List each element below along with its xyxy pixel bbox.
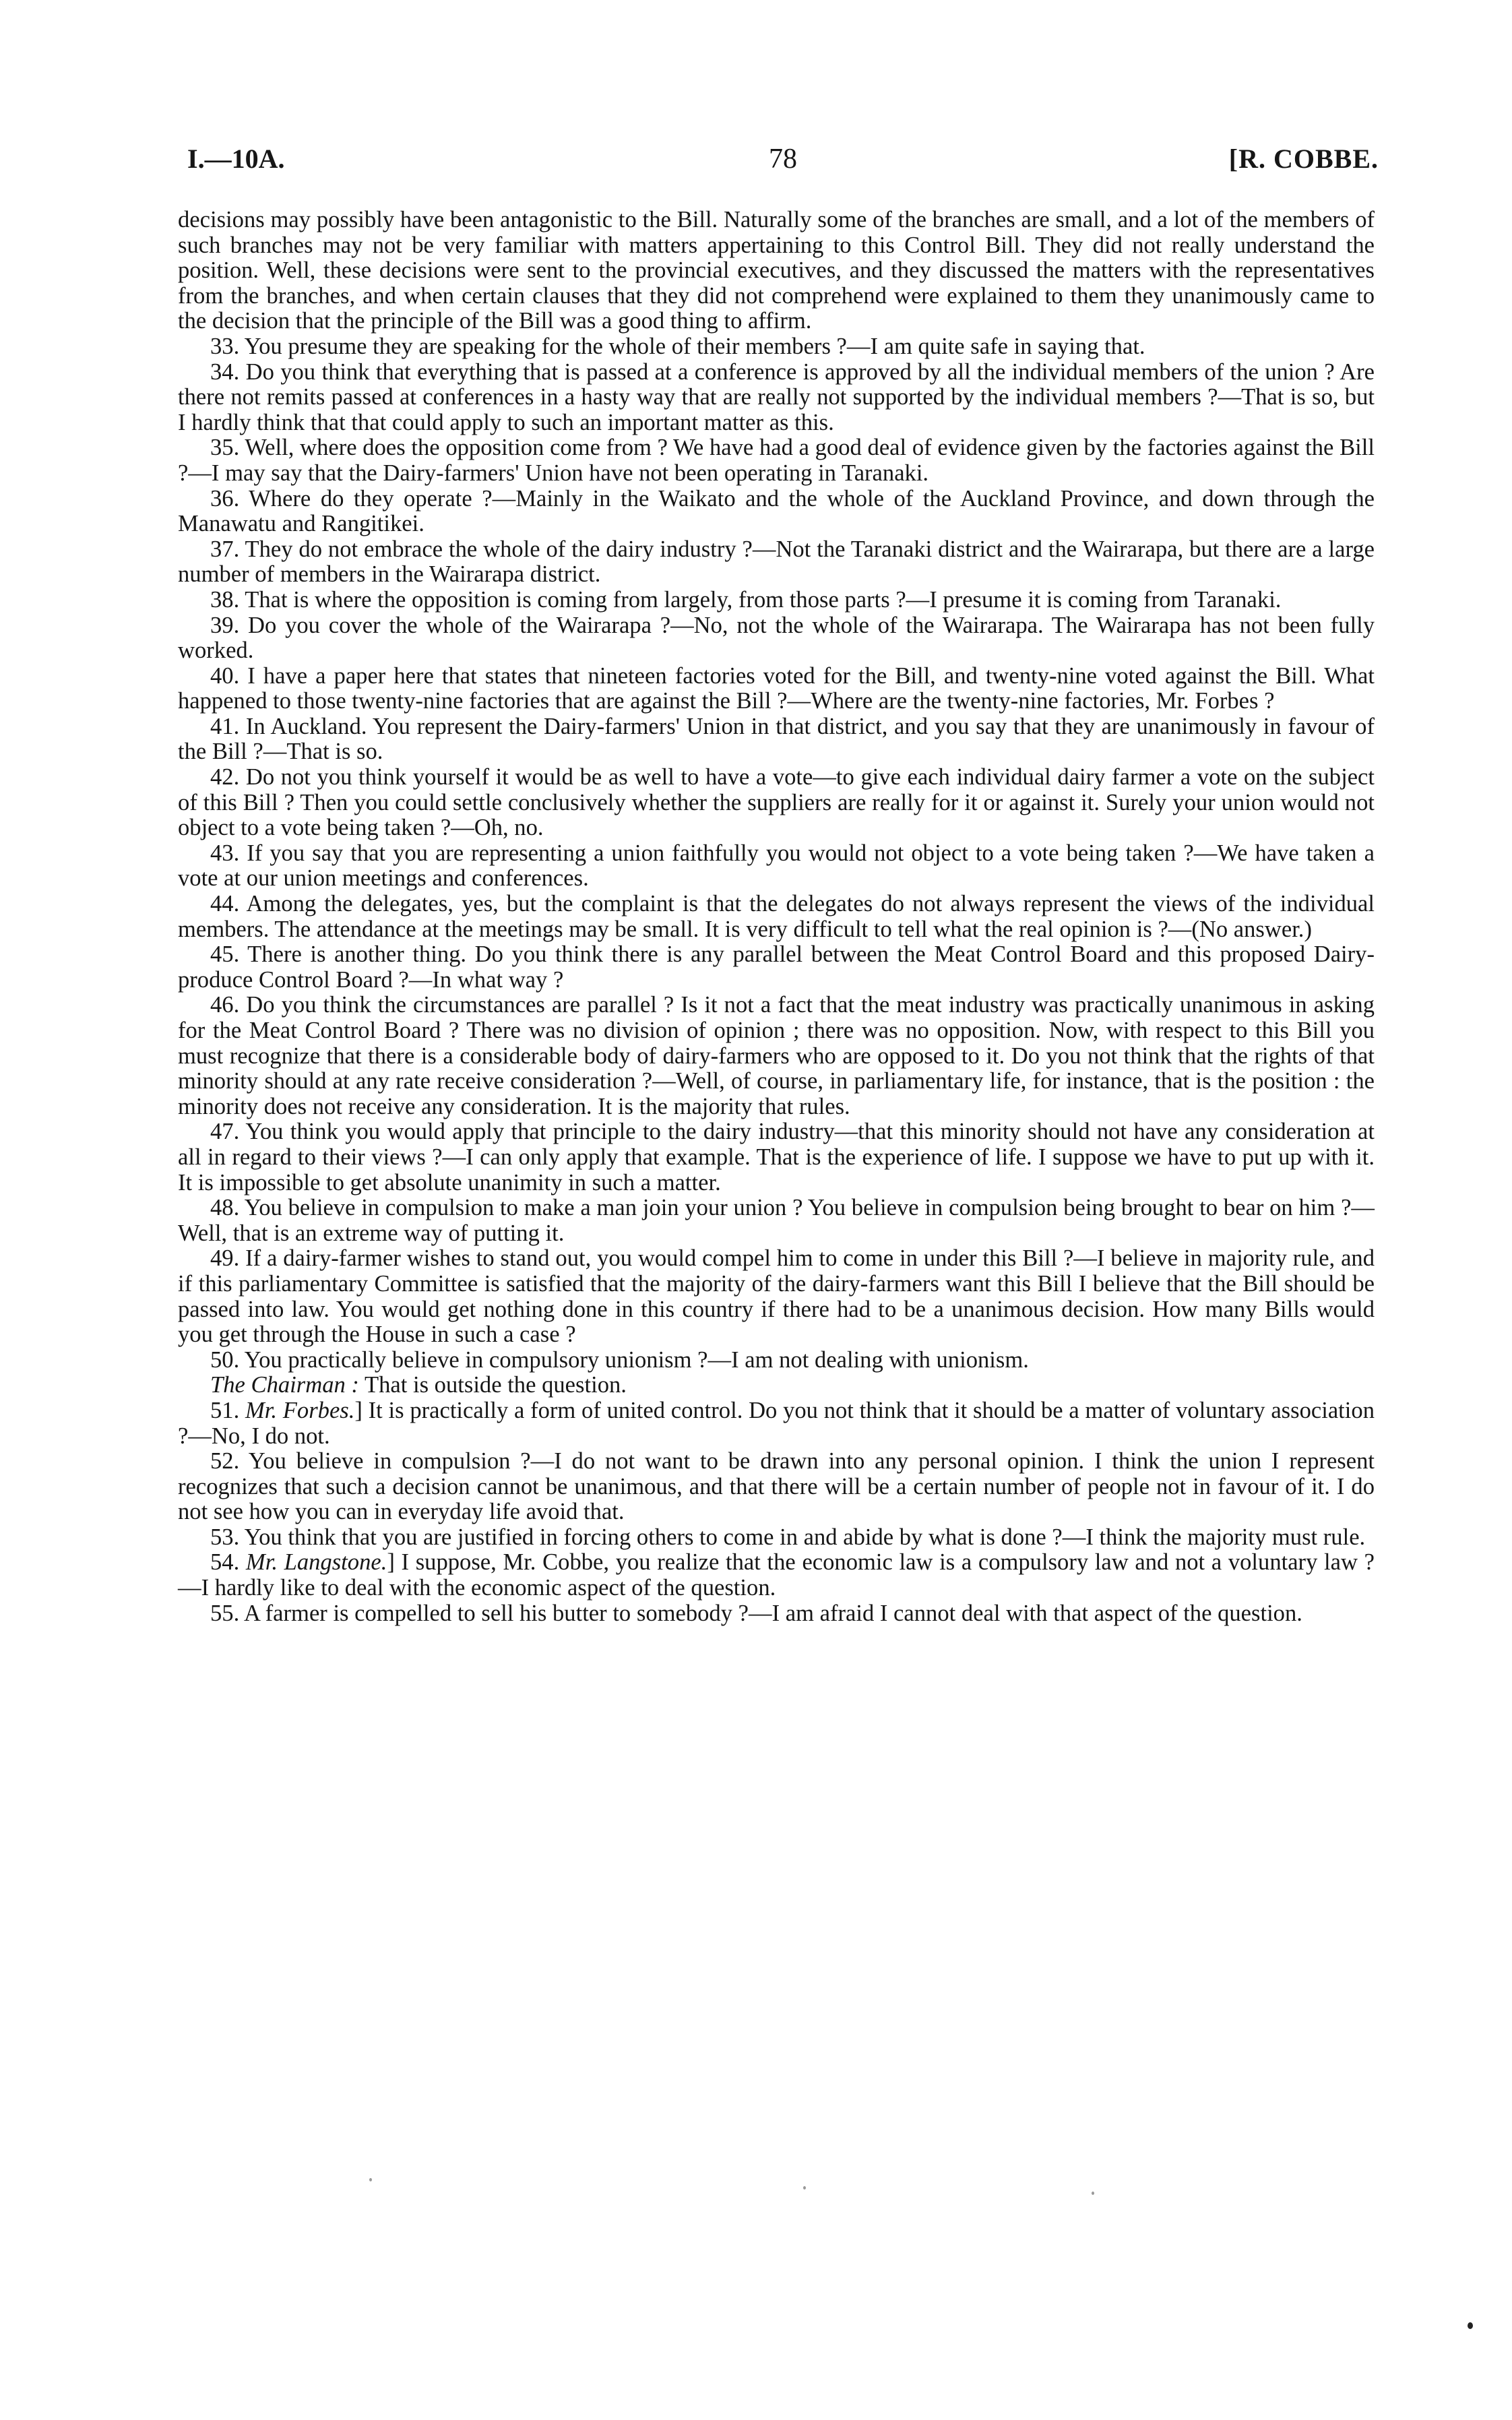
- paragraph: 41. In Auckland. You represent the Dairy-farmers' Union in that district, and you say that they are unanimously in favour of the Bill ?—That is so.: [178, 713, 1375, 765]
- remark-text: That is outside the question.: [358, 1372, 627, 1398]
- paragraph: 55. A farmer is compelled to sell his butter to somebody ?—I am afraid I cannot deal with that aspect of the question.: [210, 1600, 1302, 1626]
- ink-speck: [1468, 2322, 1473, 2329]
- paragraph: 35. Well, where does the opposition come from ? We have had a good deal of evidence given by the factories against the Bill ?—I may say that the Dairy-farmers' Union have not been operating in Taranaki.: [178, 435, 1375, 486]
- chairman-remark: [178, 1373, 1375, 1398]
- testimony-body: [178, 208, 1375, 1626]
- paragraph: 43. If you say that you are representing a union faithfully you would not object to a vote being taken ?—We have taken a vote at our union meetings and conferences.: [178, 840, 1375, 892]
- question-number: 54.: [210, 1549, 246, 1576]
- paragraph: 49. If a dairy-farmer wishes to stand out, you would compel him to come in under this Bill ?—I believe in majority rule, and if this parliamentary Committee is satisfied that the majority of the dairy-farmers want this Bill I believe that the Bill should be passed into law. You would get nothing done in this country if there had to be a unanimous decision. How many Bills would you get through the House in such a case ?: [178, 1245, 1375, 1348]
- question-number: 51.: [210, 1397, 245, 1423]
- paragraph: [178, 1398, 1375, 1449]
- question-text: ] I suppose, Mr. Cobbe, you realize that the economic law is a compulsory law and not a voluntary law ?—I hardly like to deal with the economic aspect of the question.: [178, 1549, 1375, 1601]
- paragraph: 44. Among the delegates, yes, but the complaint is that the delegates do not always represent the views of the individual members. The attendance at the meetings may be small. It is very difficult to tell what the real opinion is ?—(No answer.): [178, 891, 1375, 942]
- speaker-name: Mr. Forbes.: [245, 1397, 355, 1423]
- ink-speck: [369, 2178, 372, 2181]
- paragraph: 37. They do not embrace the whole of the dairy industry ?—Not the Taranaki district and the Wairarapa, but there are a large number of members in the Wairarapa district.: [178, 536, 1375, 588]
- paragraph: 39. Do you cover the whole of the Wairarapa ?—No, not the whole of the Wairarapa. The Wairarapa has not been fully worked.: [178, 612, 1375, 664]
- page-number: 78: [769, 144, 797, 175]
- paragraph: 40. I have a paper here that states that nineteen factories voted for the Bill, and twenty-nine voted against the Bill. What happened to those twenty-nine factories that are against the Bill ?—Where are the twenty-nine factories, Mr. Forbes ?: [178, 662, 1375, 714]
- question-text: ] It is practically a form of united control. Do you not think that it should be a matter of voluntary association ?—No, I do not.: [178, 1397, 1375, 1449]
- paper-reference: I.—10A.: [187, 144, 285, 174]
- paragraph: 34. Do you think that everything that is passed at a conference is approved by all the individual members of the union ? Are there not remits passed at conferences in a hasty way that are really not supported by the individual members ?—That is so, but I hardly think that that could apply to such an important matter as this.: [178, 359, 1375, 435]
- paragraph: 53. You think that you are justified in forcing others to come in and abide by what is done ?—I think the majority must rule.: [210, 1524, 1366, 1550]
- paragraph: 33. You presume they are speaking for the whole of their members ?—I am quite safe in saying that.: [210, 333, 1145, 359]
- speaker-name: The Chairman :: [210, 1372, 359, 1398]
- paragraph: decisions may possibly have been antagonistic to the Bill. Naturally some of the branches are small, and a lot of the members of such branches may not be very familiar with matters appertaining to this Control Bill. They did not really understand the position. Well, these decisions were sent to the provincial executives, and they discussed the matters with the representatives from the branches, and when certain clauses that they did not comprehend were explained to them they unanimously came to the decision that the principle of the Bill was a good thing to affirm.: [178, 207, 1375, 334]
- paragraph: 50. You practically believe in compulsory unionism ?—I am not dealing with unionism.: [210, 1346, 1029, 1373]
- paragraph: 38. That is where the opposition is coming from largely, from those parts ?—I presume it is coming from Taranaki.: [210, 586, 1282, 613]
- page-header: [187, 143, 1379, 183]
- witness-name: [R. COBBE.: [1228, 144, 1379, 174]
- paragraph: 48. You believe in compulsion to make a man join your union ? You believe in compulsion being brought to bear on him ?—Well, that is an extreme way of putting it.: [178, 1195, 1375, 1246]
- ink-speck: [1092, 2192, 1094, 2195]
- paragraph: 36. Where do they operate ?—Mainly in the Waikato and the whole of the Auckland Province, and down through the Manawatu and Rangitikei.: [178, 485, 1375, 537]
- paragraph: 45. There is another thing. Do you think there is any parallel between the Meat Control Board and this proposed Dairy-produce Control Board ?—In what way ?: [178, 941, 1375, 993]
- ink-speck: [803, 2186, 806, 2190]
- speaker-name: Mr. Langstone.: [245, 1549, 387, 1576]
- paragraph: [178, 1550, 1375, 1601]
- paragraph: 52. You believe in compulsion ?—I do not want to be drawn into any personal opinion. I think the union I represent recognizes that such a decision cannot be unanimous, and that there will be a certain number of people not in favour of it. I do not see how you can in everyday life avoid that.: [178, 1448, 1375, 1525]
- paragraph: 42. Do not you think yourself it would be as well to have a vote—to give each individual dairy farmer a vote on the subject of this Bill ? Then you could settle conclusively whether the suppliers are really for it or against it. Surely your union would not object to a vote being taken ?—Oh, no.: [178, 764, 1375, 841]
- paragraph: 47. You think you would apply that principle to the dairy industry—that this minority should not have any consideration at all in regard to their views ?—I can only apply that example. That is the experience of life. I suppose we have to put up with it. It is impossible to get absolute unanimity in such a matter.: [178, 1119, 1375, 1196]
- paragraph: 46. Do you think the circumstances are parallel ? Is it not a fact that the meat industry was practically unanimous in asking for the Meat Control Board ? There was no division of opinion ; there was no opposition. Now, with respect to this Bill you must recognize that there is a considerable body of dairy-farmers who are opposed to it. Do you not think that the rights of that minority should at any rate receive consideration ?—Well, of course, in parliamentary life, for instance, that is the position : the minority does not receive any consideration. It is the majority that rules.: [178, 992, 1375, 1119]
